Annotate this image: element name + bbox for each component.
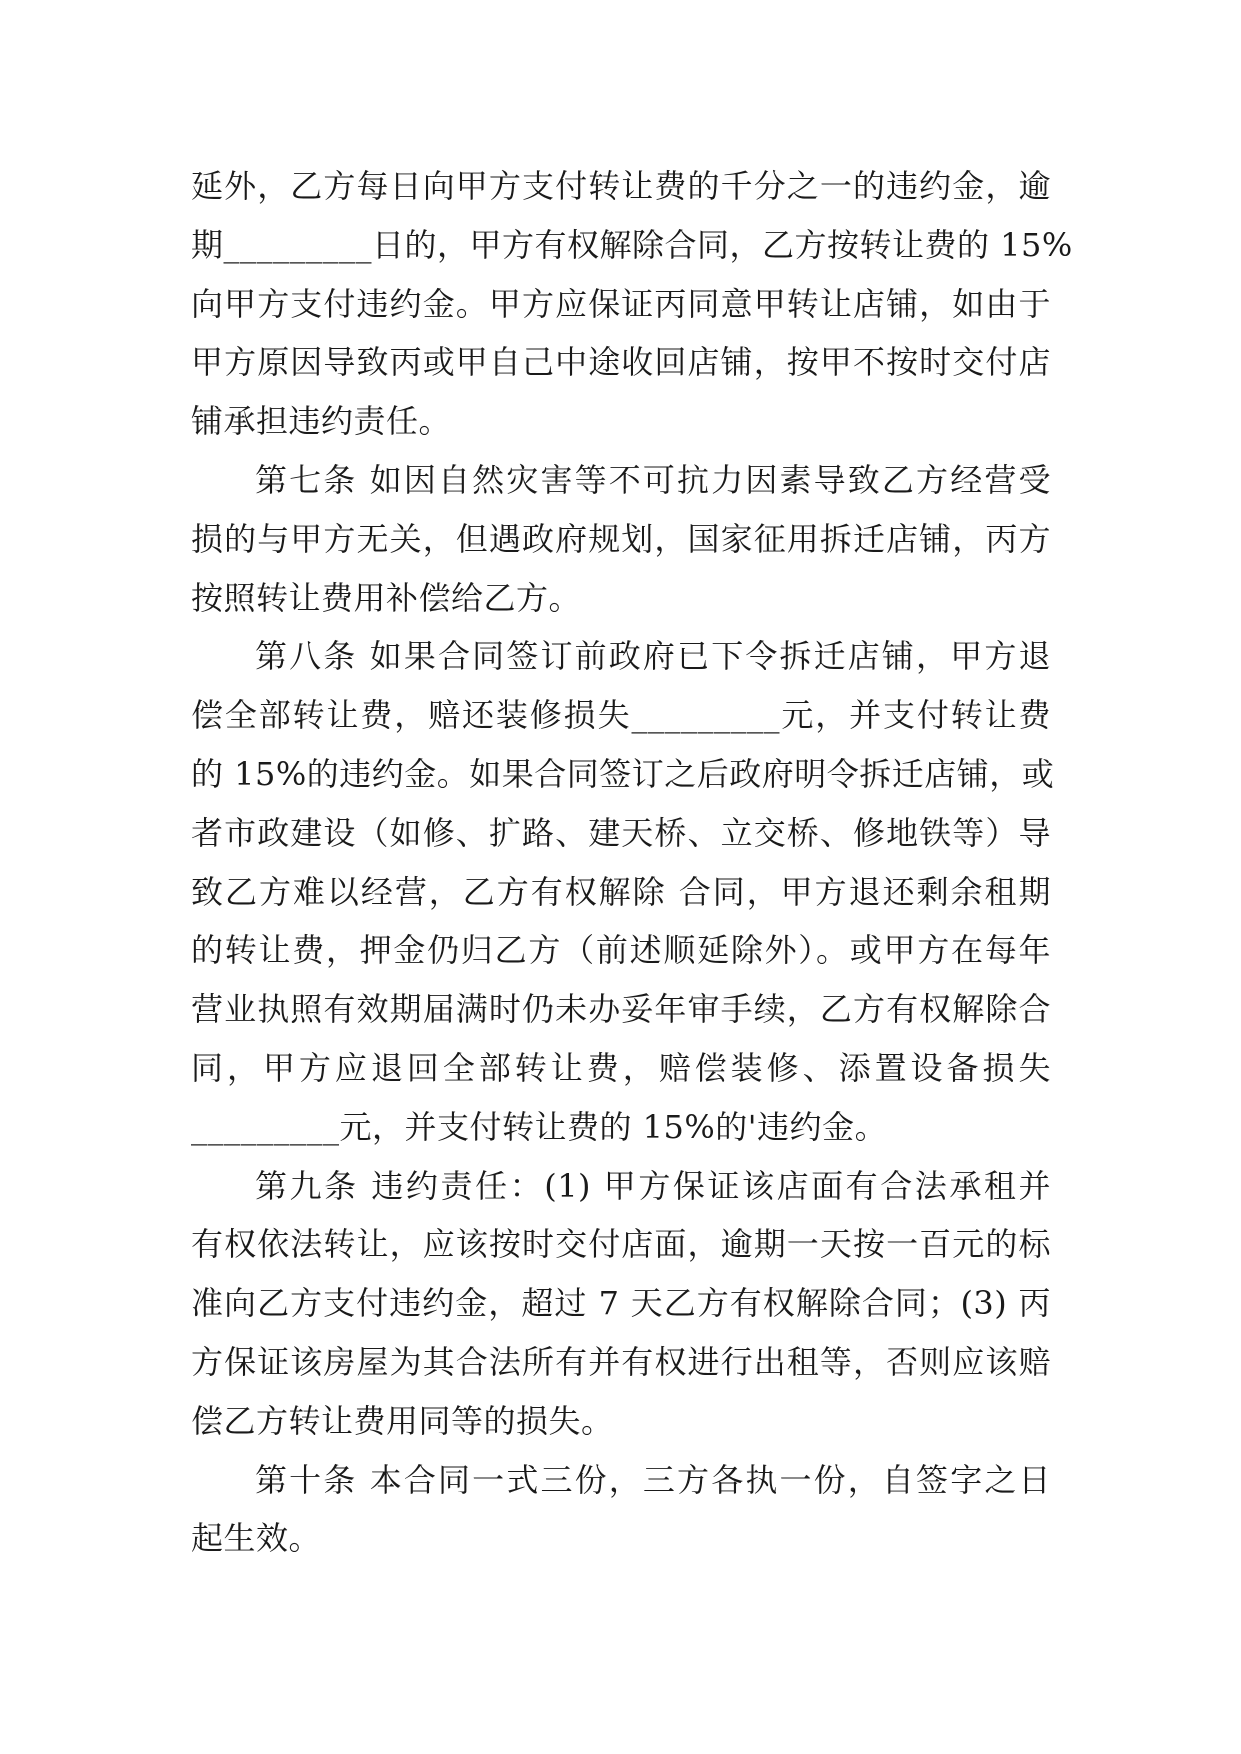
text-line: 偿乙方转让费用同等的损失。 [191, 1401, 614, 1440]
clause-10-heading-line: 第十条 本合同一式三份，三方各执一份，自签字之日 [255, 1460, 1051, 1499]
text-line: 甲方原因导致丙或甲自己中途收回店铺，按甲不按时交付店 [191, 343, 1051, 382]
text-line: 偿全部转让费，赔还装修损失_________元，并支付转让费 [191, 696, 1051, 735]
text-line: 方保证该房屋为其合法所有并有权进行出租等，否则应该赔 [191, 1342, 1051, 1381]
text-line: 的 15%的违约金。如果合同签订之后政府明令拆迁店铺，或 [191, 754, 1055, 793]
text-line: 者市政建设（如修、扩路、建天桥、立交桥、修地铁等）导 [191, 813, 1051, 852]
text-line: 损的与甲方无关，但遇政府规划，国家征用拆迁店铺，丙方 [191, 519, 1051, 558]
clause-8-heading-line: 第八条 如果合同签订前政府已下令拆迁店铺，甲方退 [255, 637, 1051, 676]
text-line: 营业执照有效期届满时仍未办妥年审手续，乙方有权解除合 [191, 990, 1051, 1029]
clause-9-heading-line: 第九条 违约责任：(1) 甲方保证该店面有合法承租并 [255, 1166, 1051, 1205]
text-line: 准向乙方支付违约金，超过 7 天乙方有权解除合同；(3) 丙 [191, 1284, 1051, 1323]
text-line: 有权依法转让，应该按时交付店面，逾期一天按一百元的标 [191, 1225, 1051, 1264]
text-line: _________元，并支付转让费的 15%的'违约金。 [191, 1107, 888, 1146]
text-line: 致乙方难以经营，乙方有权解除 合同，甲方退还剩余租期 [191, 872, 1051, 911]
text-line: 同，甲方应退回全部转让费，赔偿装修、添置设备损失 [191, 1048, 1051, 1087]
clause-7-heading-line: 第七条 如因自然灾害等不可抗力因素导致乙方经营受 [255, 460, 1051, 499]
text-line: 按照转让费用补偿给乙方。 [191, 578, 582, 617]
text-line: 延外，乙方每日向甲方支付转让费的千分之一的违约金，逾 [191, 167, 1051, 205]
text-line: 起生效。 [191, 1519, 322, 1558]
text-line: 期_________日的，甲方有权解除合同，乙方按转让费的 15% [191, 225, 1073, 264]
text-line: 铺承担违约责任。 [191, 402, 452, 441]
text-line: 的转让费，押金仍归乙方（前述顺延除外）。或甲方在每年 [191, 931, 1051, 970]
document-body [191, 157, 1073, 1568]
text-line: 向甲方支付违约金。甲方应保证丙同意甲转让店铺，如由于 [191, 284, 1051, 323]
